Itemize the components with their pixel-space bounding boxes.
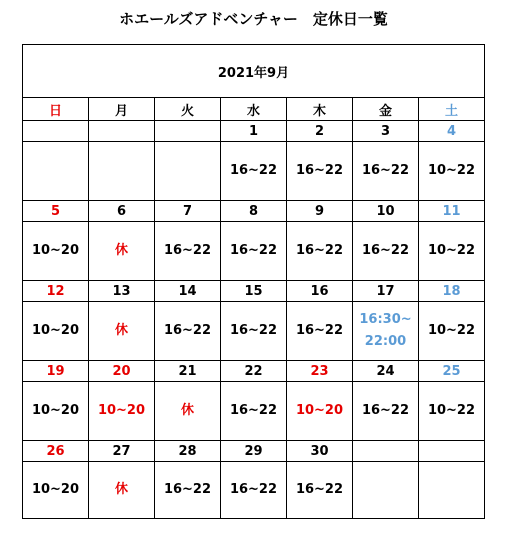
hours-text: 16~22 bbox=[361, 243, 410, 258]
hours-cell bbox=[23, 142, 89, 201]
date-cell bbox=[419, 441, 485, 462]
date-cell: 26 bbox=[23, 441, 89, 462]
hours-text: 10~22 bbox=[427, 163, 476, 178]
date-row bbox=[23, 201, 485, 222]
hours-text: 休 bbox=[114, 323, 128, 338]
hours-cell bbox=[287, 222, 353, 281]
hours-text: 10~22 bbox=[427, 403, 476, 418]
hours-text: 10~20 bbox=[97, 403, 146, 418]
date-cell: 15 bbox=[221, 281, 287, 302]
date-cell: 19 bbox=[23, 361, 89, 382]
date-cell bbox=[353, 441, 419, 462]
hours-cell bbox=[221, 302, 287, 361]
weekday-header-tue: 火 bbox=[155, 98, 221, 121]
hours-cell bbox=[353, 302, 419, 361]
hours-text: 休 bbox=[114, 243, 128, 258]
hours-text: 16~22 bbox=[163, 482, 212, 497]
date-cell: 6 bbox=[89, 201, 155, 222]
hours-text: 16~22 bbox=[229, 323, 278, 338]
hours-text: 10~20 bbox=[31, 482, 80, 497]
page-title: ホエールズアドベンチャー 定休日一覧 bbox=[119, 10, 388, 28]
date-cell: 24 bbox=[353, 361, 419, 382]
weekday-header-row bbox=[23, 98, 485, 121]
month-caption: 2021年9月 bbox=[23, 45, 485, 98]
hours-cell bbox=[89, 142, 155, 201]
hours-cell bbox=[89, 382, 155, 441]
hours-cell bbox=[287, 382, 353, 441]
date-cell: 1 bbox=[221, 121, 287, 142]
hours-cell bbox=[287, 302, 353, 361]
hours-row bbox=[23, 302, 485, 361]
hours-cell bbox=[419, 222, 485, 281]
date-cell: 16 bbox=[287, 281, 353, 302]
hours-cell bbox=[221, 142, 287, 201]
hours-text: 10~22 bbox=[427, 323, 476, 338]
hours-text: 16~22 bbox=[295, 243, 344, 258]
hours-cell bbox=[89, 302, 155, 361]
date-cell: 29 bbox=[221, 441, 287, 462]
hours-cell bbox=[353, 382, 419, 441]
date-cell bbox=[23, 121, 89, 142]
date-cell: 25 bbox=[419, 361, 485, 382]
hours-cell bbox=[23, 302, 89, 361]
hours-text: 16~22 bbox=[229, 403, 278, 418]
date-cell: 9 bbox=[287, 201, 353, 222]
date-row bbox=[23, 121, 485, 142]
hours-text: 10~20 bbox=[31, 403, 80, 418]
hours-text: 休 bbox=[180, 403, 194, 418]
date-cell: 2 bbox=[287, 121, 353, 142]
date-cell: 20 bbox=[89, 361, 155, 382]
date-cell bbox=[155, 121, 221, 142]
date-cell bbox=[89, 121, 155, 142]
date-cell: 8 bbox=[221, 201, 287, 222]
weekday-header-mon: 月 bbox=[89, 98, 155, 121]
hours-text: 10~20 bbox=[295, 403, 344, 418]
date-cell: 13 bbox=[89, 281, 155, 302]
hours-cell bbox=[221, 462, 287, 519]
hours-cell bbox=[419, 302, 485, 361]
date-cell: 21 bbox=[155, 361, 221, 382]
hours-cell bbox=[353, 142, 419, 201]
date-row bbox=[23, 361, 485, 382]
hours-text: 16~22 bbox=[295, 323, 344, 338]
hours-cell bbox=[353, 222, 419, 281]
hours-cell bbox=[155, 302, 221, 361]
hours-text: 22:00 bbox=[364, 334, 407, 349]
date-cell: 18 bbox=[419, 281, 485, 302]
date-row bbox=[23, 281, 485, 302]
hours-row bbox=[23, 462, 485, 519]
date-cell: 23 bbox=[287, 361, 353, 382]
date-cell: 10 bbox=[353, 201, 419, 222]
hours-cell bbox=[419, 382, 485, 441]
date-cell: 3 bbox=[353, 121, 419, 142]
hours-cell bbox=[23, 382, 89, 441]
hours-cell bbox=[155, 222, 221, 281]
hours-text: 16~22 bbox=[295, 482, 344, 497]
date-cell: 4 bbox=[419, 121, 485, 142]
hours-text: 16:30~ bbox=[359, 312, 412, 327]
hours-cell bbox=[155, 382, 221, 441]
date-row bbox=[23, 441, 485, 462]
date-cell: 7 bbox=[155, 201, 221, 222]
hours-cell bbox=[287, 462, 353, 519]
hours-text: 16~22 bbox=[295, 163, 344, 178]
weekday-header-fri: 金 bbox=[353, 98, 419, 121]
hours-cell bbox=[155, 462, 221, 519]
hours-text: 16~22 bbox=[361, 403, 410, 418]
hours-text: 16~22 bbox=[163, 243, 212, 258]
hours-row bbox=[23, 222, 485, 281]
date-cell: 27 bbox=[89, 441, 155, 462]
hours-text: 16~22 bbox=[361, 163, 410, 178]
date-cell: 5 bbox=[23, 201, 89, 222]
hours-cell bbox=[287, 142, 353, 201]
hours-cell bbox=[419, 462, 485, 519]
date-cell: 11 bbox=[419, 201, 485, 222]
weekday-header-thu: 木 bbox=[287, 98, 353, 121]
hours-text: 10~20 bbox=[31, 243, 80, 258]
weekday-header-wed: 水 bbox=[221, 98, 287, 121]
hours-text: 10~20 bbox=[31, 323, 80, 338]
date-cell: 30 bbox=[287, 441, 353, 462]
weekday-header-sun: 日 bbox=[23, 98, 89, 121]
hours-cell bbox=[221, 222, 287, 281]
hours-text: 休 bbox=[114, 482, 128, 497]
hours-cell bbox=[419, 142, 485, 201]
hours-text: 16~22 bbox=[163, 323, 212, 338]
hours-row bbox=[23, 382, 485, 441]
hours-row bbox=[23, 142, 485, 201]
hours-text: 16~22 bbox=[229, 243, 278, 258]
hours-cell bbox=[353, 462, 419, 519]
date-cell: 14 bbox=[155, 281, 221, 302]
date-cell: 22 bbox=[221, 361, 287, 382]
hours-cell bbox=[89, 222, 155, 281]
hours-cell bbox=[221, 382, 287, 441]
hours-cell bbox=[23, 462, 89, 519]
date-cell: 12 bbox=[23, 281, 89, 302]
date-cell: 28 bbox=[155, 441, 221, 462]
weekday-header-sat: 土 bbox=[419, 98, 485, 121]
hours-text: 16~22 bbox=[229, 163, 278, 178]
hours-cell bbox=[89, 462, 155, 519]
hours-cell bbox=[23, 222, 89, 281]
date-cell: 17 bbox=[353, 281, 419, 302]
holiday-calendar bbox=[22, 44, 485, 519]
hours-cell bbox=[155, 142, 221, 201]
hours-text: 16~22 bbox=[229, 482, 278, 497]
hours-text: 10~22 bbox=[427, 243, 476, 258]
